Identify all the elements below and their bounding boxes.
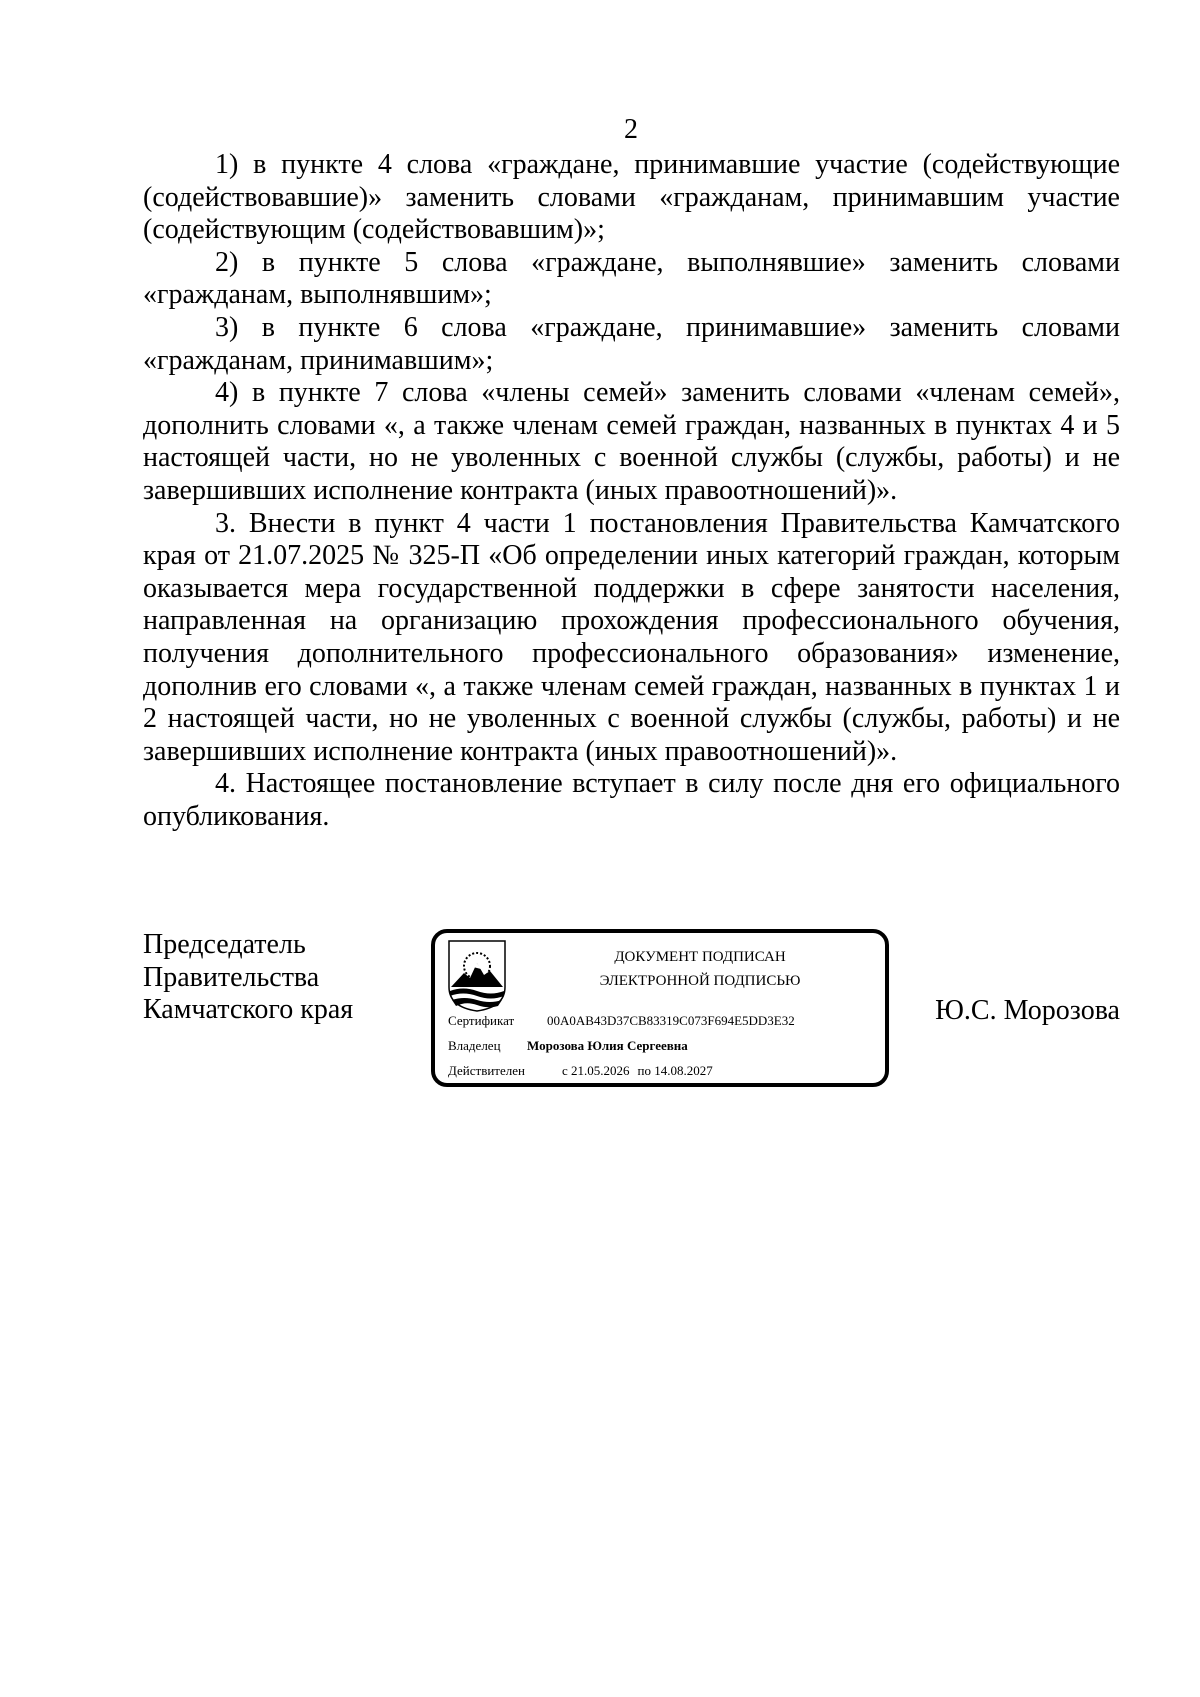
signatory-title-line: Правительства bbox=[143, 961, 320, 993]
paragraph-amend-item-6: 3) в пункте 6 слова «граждане, принимавшие» заменить словами «гражданам, принимавшим»; bbox=[143, 311, 1120, 376]
document-body bbox=[143, 149, 1120, 833]
signatory-title-line: Председатель bbox=[143, 929, 306, 960]
electronic-signature-stamp bbox=[431, 929, 889, 1087]
stamp-heading bbox=[525, 945, 875, 993]
signatory-title bbox=[143, 929, 353, 1027]
page-number: 2 bbox=[624, 114, 638, 145]
certificate-value: 00A0AB43D37CB83319C073F694E5DD3E32 bbox=[547, 1013, 795, 1028]
signatory-title-line: Камчатского края bbox=[143, 994, 354, 1026]
validity-label: Действителен bbox=[448, 1063, 525, 1078]
stamp-heading-line: ДОКУМЕНТ ПОДПИСАН bbox=[614, 949, 786, 965]
stamp-validity-row bbox=[448, 1062, 713, 1080]
paragraph-section-3: 3. Внести в пункт 4 части 1 постановления Правительства Камчатского края от 21.07.2025 № 325-П «Об определении иных категорий граждан, которым оказывается мера государственной поддержки в сфере занятости населения, направленная на организацию прохождения профессионального обучения, получения дополнительного профессионального образования» изменение, дополнив его словами «, а также членам семей граждан, названных в пунктах 1 и 2 настоящей части, но не уволенных с военной службы (службы, работы) и не завершивших исполнение контракта (иных правоотношений)». bbox=[143, 507, 1120, 767]
stamp-certificate-row bbox=[448, 1012, 795, 1030]
paragraph-amend-item-7: 4) в пункте 7 слова «члены семей» заменить словами «членам семей», дополнить словами «, а также членам семей граждан, названных в пунктах 4 и 5 настоящей части, но не уволенных с военной службы (службы, работы) и не завершивших исполнение контракта (иных правоотношений)». bbox=[143, 377, 1120, 506]
certificate-label: Сертификат bbox=[448, 1013, 515, 1028]
validity-to: по 14.08.2027 bbox=[637, 1063, 713, 1078]
owner-label: Владелец bbox=[448, 1038, 501, 1053]
owner-value: Морозова Юлия Сергеевна bbox=[527, 1038, 688, 1053]
validity-from: с 21.05.2026 bbox=[562, 1063, 630, 1078]
kamchatka-emblem-icon bbox=[446, 939, 508, 1013]
stamp-owner-row bbox=[448, 1037, 688, 1055]
stamp-heading-line: ЭЛЕКТРОННОЙ ПОДПИСЬЮ bbox=[599, 973, 801, 989]
signatory-name: Ю.С. Морозова bbox=[935, 995, 1120, 1026]
paragraph-amend-item-5: 2) в пункте 5 слова «граждане, выполнявшие» заменить словами «гражданам, выполнявшим»; bbox=[143, 246, 1120, 311]
paragraph-section-4: 4. Настоящее постановление вступает в силу после дня его официального опубликования. bbox=[143, 768, 1120, 832]
paragraph-amend-item-4: 1) в пункте 4 слова «граждане, принимавшие участие (содействующие (содействовавшие)» заменить словами «гражданам, принимавшим участие (содействующим (содействовавшим)»; bbox=[143, 149, 1120, 246]
